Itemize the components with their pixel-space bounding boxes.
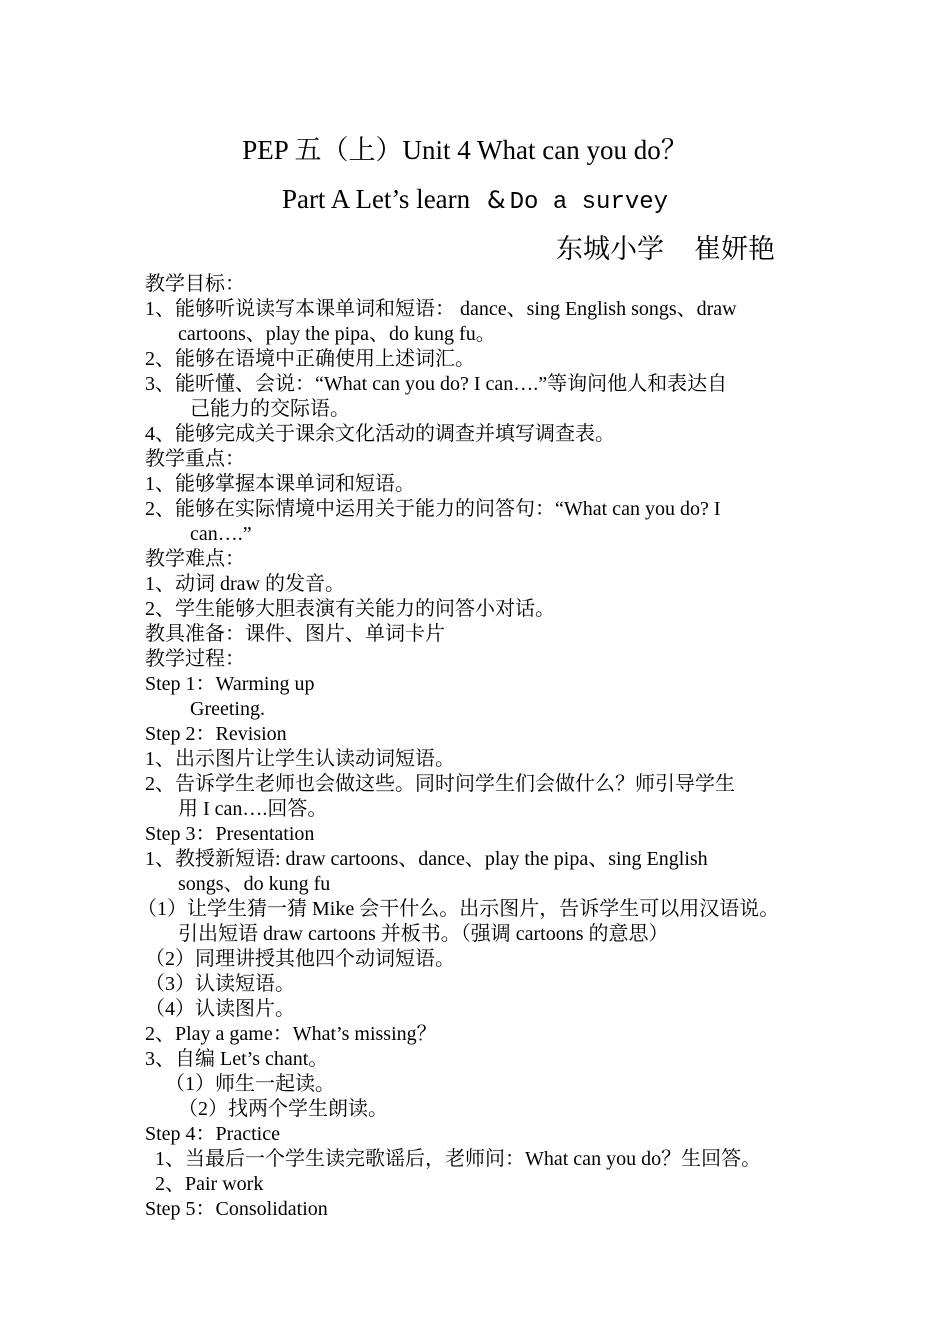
key-point-2-continued: can….”	[190, 523, 252, 545]
step-3-sub-4: （4）认读图片。	[145, 998, 295, 1020]
step-3-item-2: 2、Play a game：What’s missing？	[145, 1023, 437, 1045]
step-4-heading: Step 4：Practice	[145, 1123, 280, 1145]
step-2-item-2-continued: 用 I can….回答。	[178, 798, 328, 820]
document-subtitle	[0, 182, 950, 220]
step-3-sub-1: （1）让学生猜一猜 Mike 会干什么。出示图片，告诉学生可以用汉语说。	[137, 898, 780, 920]
step-3-item-1: 1、教授新短语: draw cartoons、dance、play the pipa、sing English	[145, 848, 708, 870]
step-1-heading: Step 1：Warming up	[145, 673, 315, 695]
author-school: 东城小学	[556, 234, 664, 264]
objective-1: 1、能够听说读写本课单词和短语： dance、sing English songs、draw	[145, 298, 737, 320]
objective-3-continued: 己能力的交际语。	[190, 398, 350, 420]
step-3-sub-1-continued: 引出短语 draw cartoons 并板书。（强调 cartoons 的意思）	[178, 923, 669, 945]
step-3-heading: Step 3：Presentation	[145, 823, 315, 845]
step-2-heading: Step 2：Revision	[145, 723, 287, 745]
objective-1-continued: cartoons、play the pipa、do kung fu。	[178, 323, 496, 345]
step-3-sub-3: （3）认读短语。	[145, 973, 295, 995]
section-heading-objectives: 教学目标：	[145, 273, 245, 295]
step-3-item-1-continued: songs、do kung fu	[178, 873, 331, 895]
chant-sub-2: （2）找两个学生朗读。	[178, 1098, 388, 1120]
step-4-item-1: 1、当最后一个学生读完歌谣后，老师问：What can you do？生回答。	[155, 1148, 762, 1170]
title-line-1: PEP 五（上）Unit 4 What can you do？	[242, 135, 688, 165]
objective-4: 4、能够完成关于课余文化活动的调查并填写调查表。	[145, 423, 615, 445]
difficulty-2: 2、学生能够大胆表演有关能力的问答小对话。	[145, 598, 555, 620]
objective-3: 3、能听懂、会说：“What can you do? I can….”等询问他人和表达自	[145, 373, 728, 395]
chant-sub-1: （1）师生一起读。	[165, 1073, 335, 1095]
step-4-item-2: 2、Pair work	[155, 1173, 264, 1195]
step-5-heading: Step 5：Consolidation	[145, 1198, 328, 1220]
step-2-item-1: 1、出示图片让学生认读动词短语。	[145, 748, 455, 770]
section-heading-key-points: 教学重点：	[145, 448, 245, 470]
subtitle-ampersand: &	[486, 186, 506, 214]
teaching-aids: 教具准备：课件、图片、单词卡片	[145, 623, 445, 645]
section-heading-difficulties: 教学难点：	[145, 548, 245, 570]
objective-2: 2、能够在语境中正确使用上述词汇。	[145, 348, 475, 370]
step-3-sub-2: （2）同理讲授其他四个动词短语。	[145, 948, 455, 970]
author-name: 崔妍艳	[694, 234, 775, 264]
section-heading-process: 教学过程：	[145, 648, 245, 670]
key-point-2: 2、能够在实际情境中运用关于能力的问答句：“What can you do? I	[145, 498, 721, 520]
author-line	[556, 232, 775, 266]
key-point-1: 1、能够掌握本课单词和短语。	[145, 473, 415, 495]
subtitle-part: Part A Let’s learn	[281, 184, 477, 214]
document-title	[0, 133, 940, 167]
step-2-item-2: 2、告诉学生老师也会做这些。同时问学生们会做什么？师引导学生	[145, 773, 735, 795]
difficulty-1: 1、动词 draw 的发音。	[145, 573, 345, 595]
step-3-item-3: 3、自编 Let’s chant。	[145, 1048, 329, 1070]
step-1-greeting: Greeting.	[190, 698, 265, 720]
subtitle-survey: Do a survey	[509, 189, 669, 216]
lesson-plan-body	[0, 272, 950, 1222]
